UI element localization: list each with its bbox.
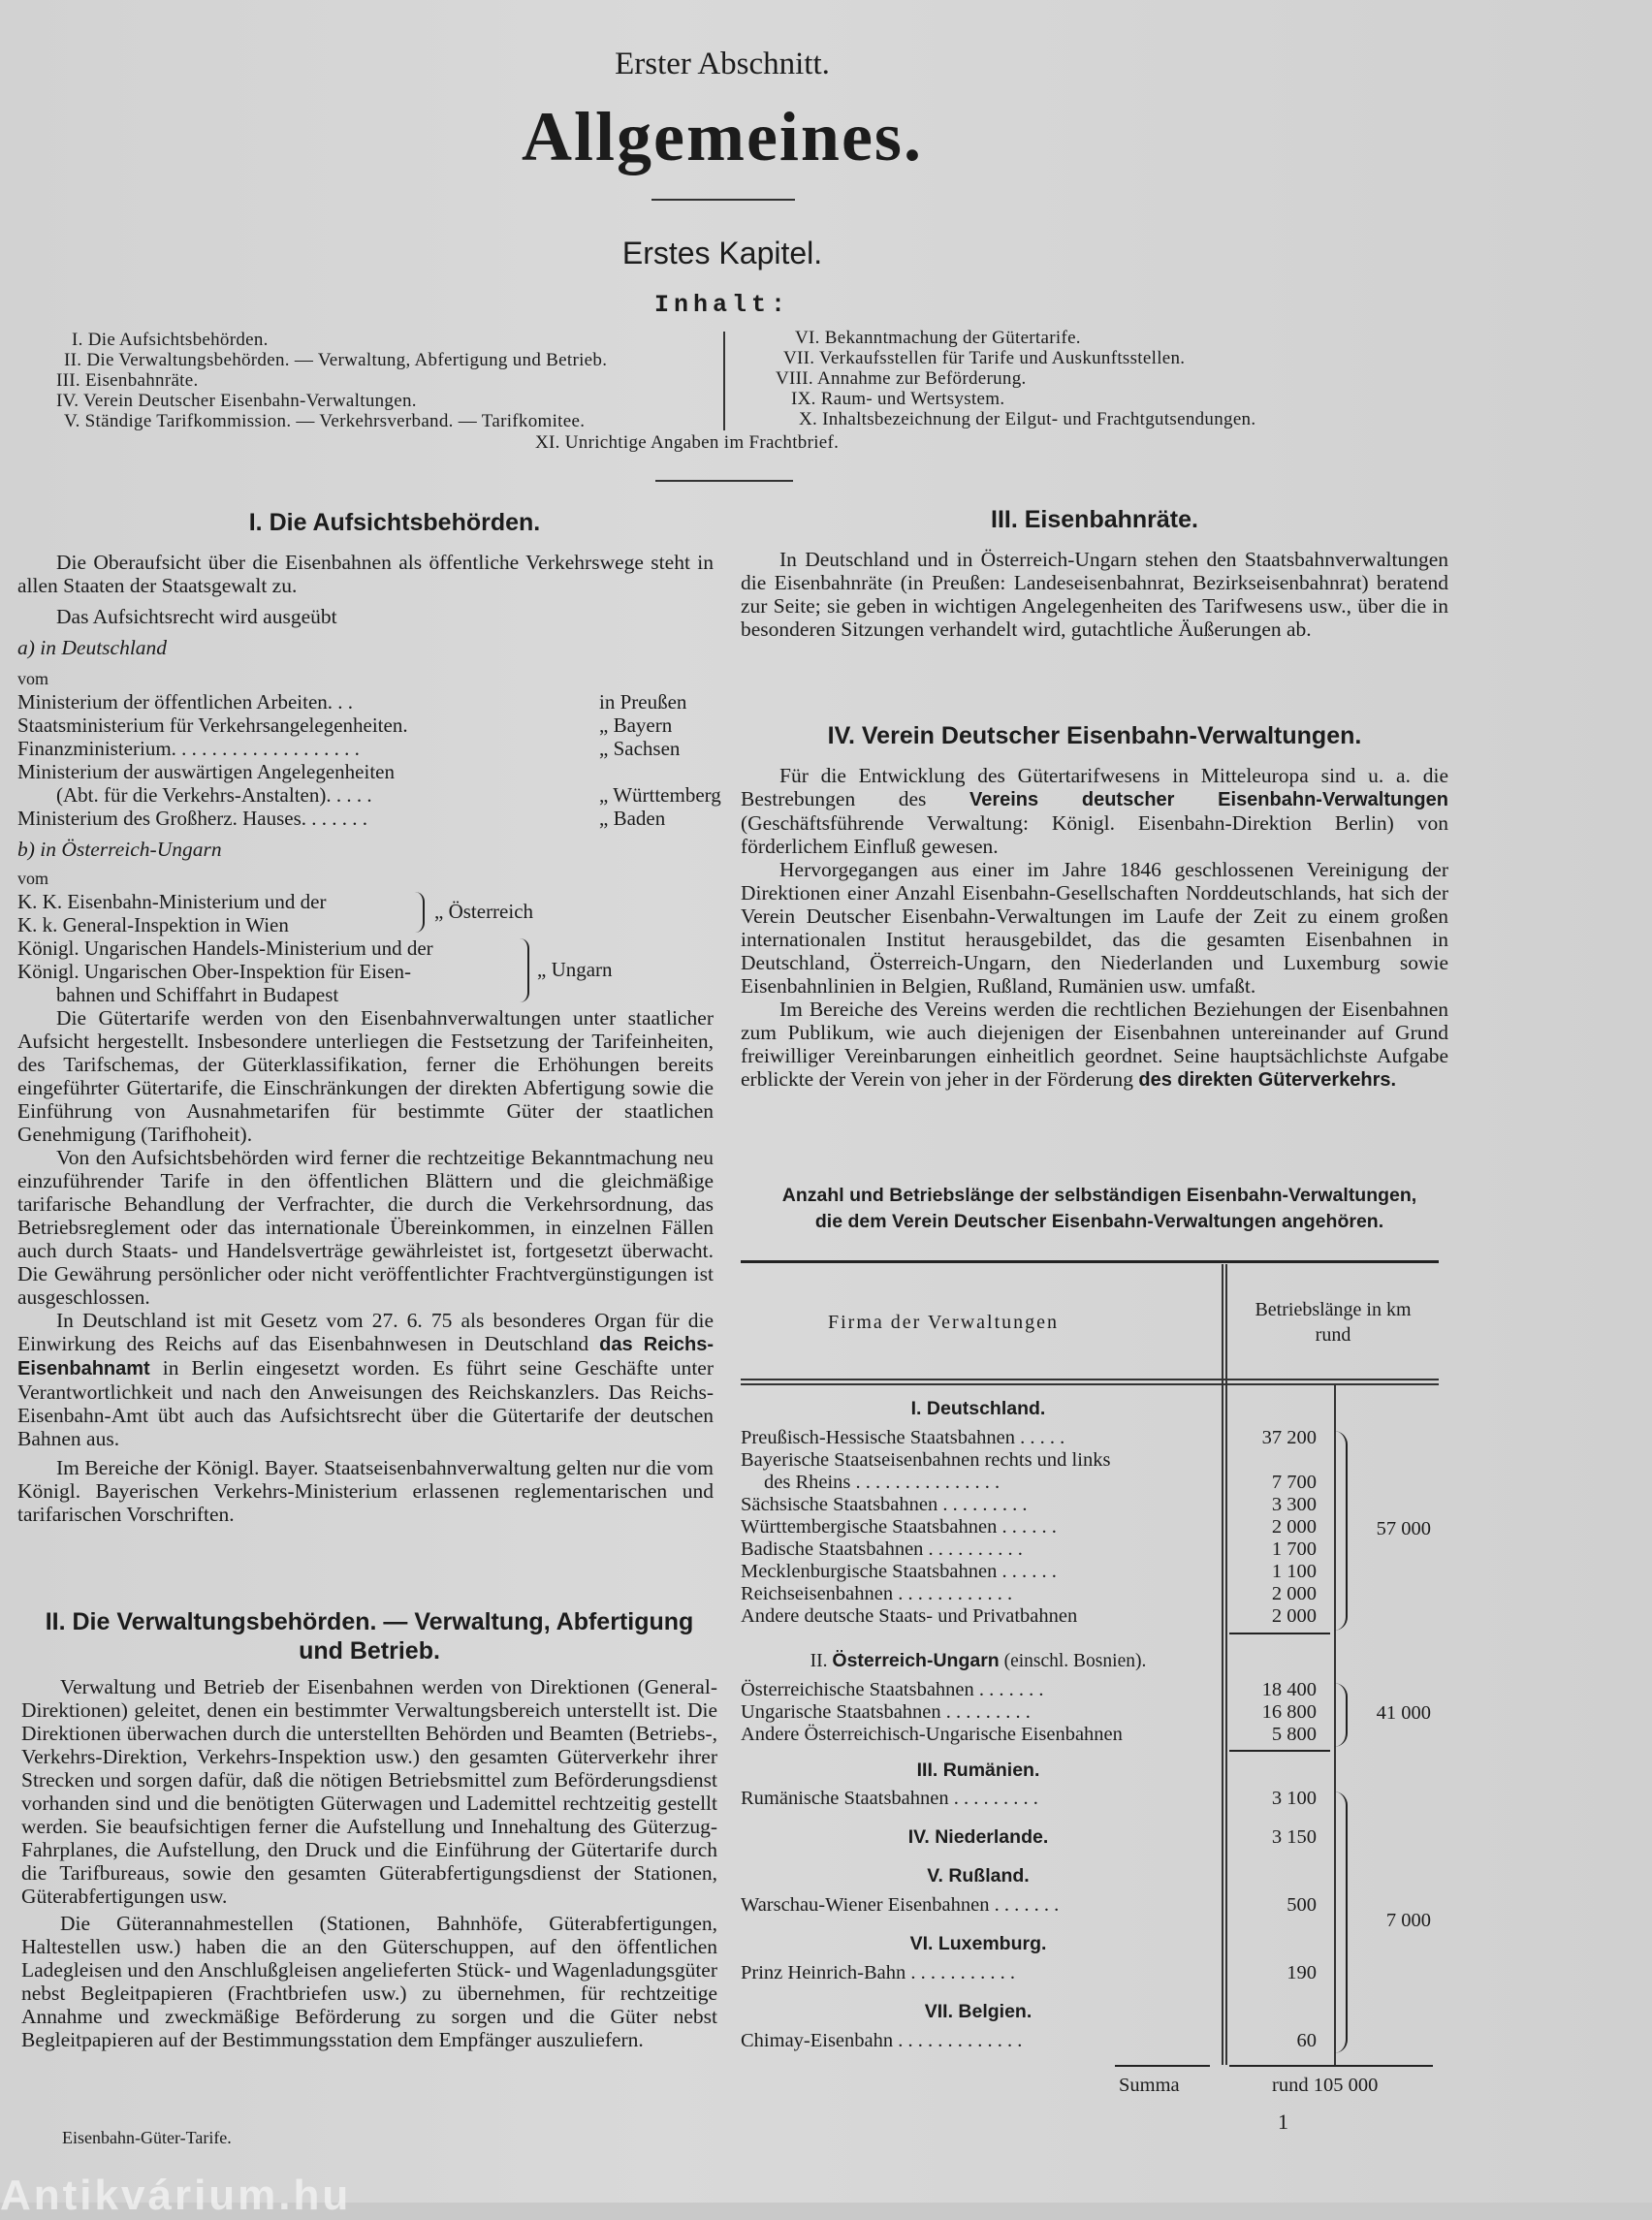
toc-item: II. Die Verwaltungsbehörden. — Verwaltung, Abfertigung und Betrieb. [64, 350, 608, 370]
table-body [741, 1260, 1439, 2094]
leader-dots: . . . . . . . . . . . . . . . . . . . [171, 737, 360, 760]
group-heading: III. Rumänien. [916, 1760, 1040, 1781]
brace [520, 938, 529, 1002]
sum-value: rund 105 000 [1272, 2075, 1379, 2096]
toc-item: I. Die Aufsichtsbehörden. [72, 330, 269, 350]
text-run: In Deutschland ist mit Gesetz vom 27. 6. 75 als besonderes Organ für die Einwirkung des Reichs auf das Eisenbahnwesen in Deutschland [17, 1309, 714, 1355]
toc-divider-bottom [655, 480, 793, 482]
emphasis: des direkten Güterverkehrs. [1138, 1069, 1397, 1091]
group-total: 57 000 [1376, 1518, 1431, 1539]
railway-name: Bayerische Staatseisenbahnen rechts und links [741, 1449, 1111, 1471]
page-title: Allgemeines. [522, 98, 923, 175]
toc-divider [723, 332, 725, 430]
leader-dots [395, 760, 599, 783]
paragraph: Das Aufsichtsrecht wird ausgeübt [56, 605, 337, 628]
railway-name: des Rheins . . . . . . . . . . . . . . . [764, 1472, 1001, 1493]
subtotal-rule [1229, 1750, 1330, 1752]
paragraph [17, 1309, 714, 1450]
paragraph: Die Güterannahmestellen (Stationen, Bahnhöfe, Güterabfertigungen, Haltestellen usw.) haben die an den Güterschuppen, auf den öffentlichen Ladegleisen und den Anschlußgleisen angelieferten Stück- und Wagenladungsgüter nebst Begleitpapieren (Frachtbriefen usw.) zu übernehmen, für rechtzeitige Annahme und zweckmäßige Beförderung zu sorgen und die Güter nebst Begleitpapieren auf der Bestimmungsstation dem Empfänger auszuliefern. [21, 1912, 717, 2051]
authority-state: „ Württemberg [599, 783, 721, 807]
authority-list-hungary [17, 936, 714, 1006]
railway-name: Andere deutsche Staats- und Privatbahnen [741, 1605, 1078, 1627]
railway-name: Württembergische Staatsbahnen . . . . . . [741, 1516, 1057, 1538]
group-heading: I. Deutschland. [910, 1398, 1046, 1419]
authority-name: bahnen und Schiffahrt in Budapest [56, 983, 339, 1006]
contents-label: Inhalt: [653, 291, 791, 319]
group-heading: IV. Niederlande. [907, 1826, 1049, 1848]
authority-name: Staatsministerium für Verkehrsangelegenheiten [17, 714, 403, 737]
section-heading: I. Die Aufsichtsbehörden. [248, 509, 541, 536]
label-vom: vom [17, 869, 49, 888]
group-heading: V. Rußland. [927, 1865, 1030, 1887]
paragraph: Die Oberaufsicht über die Eisenbahnen als öffentliche Verkehrswege steht in allen Staaten der Staatsgewalt zu. [17, 551, 714, 597]
subheading: b) in Österreich-Ungarn [17, 838, 222, 861]
railway-length: 16 800 [1261, 1701, 1317, 1723]
railway-length: 37 200 [1261, 1427, 1317, 1448]
section-heading: II. Die Verwaltungsbehörden. — Verwaltung, Abfertigung [45, 1608, 694, 1635]
railway-length: 18 400 [1261, 1679, 1317, 1700]
authority-state: „ Ungarn [537, 958, 613, 981]
brace [415, 892, 425, 933]
authority-name: K. K. Eisenbahn-Ministerium und der [17, 890, 327, 913]
group-total: 41 000 [1376, 1702, 1431, 1724]
authority-name: Ministerium des Großherz. Hauses [17, 807, 302, 830]
paragraph: Im Bereiche der Königl. Bayer. Staatseisenbahnverwaltung gelten nur die vom Königl. Bayerischen Verkehrs-Ministerium erlassenen reglementarischen und tarifarischen Vorschriften. [17, 1456, 714, 1526]
railway-length: 7 700 [1271, 1472, 1317, 1493]
authority-state: „ Baden [599, 807, 666, 830]
chapter-label: Erstes Kapitel. [621, 236, 823, 270]
railway-name: Prinz Heinrich-Bahn . . . . . . . . . . . [741, 1962, 1015, 1983]
column-header: rund [1315, 1324, 1351, 1346]
authority-name: (Abt. für die Verkehrs-Anstalten) [56, 783, 327, 807]
table-caption: Anzahl und Betriebslänge der selbständigen Eisenbahn-Verwaltungen, [781, 1185, 1417, 1206]
paragraph [741, 764, 1448, 858]
group-heading: VI. Luxemburg. [909, 1933, 1047, 1954]
paragraph: Verwaltung und Betrieb der Eisenbahnen werden von Direktionen (General-Direktionen) geleitet, denen ein bestimmter Verwaltungsbereich unterstellt ist. Die Direktionen überwachen durch die unterstellten Behörden und Beamten (Betriebs-, Verkehrs-Direktion, Verkehrs-Inspektion usw.) den gesamten Güterverkehr ihrer Strecken und sorgen dafür, daß die nötigen Betriebsmittel zum Beförderungsdienst vorhanden sind und die benötigten Güterwagen und Lademittel rechtzeitig gestellt werden. Sie beaufsichtigen ferner die Aufstellung und Innehaltung des Güterzug-Fahrplanes, die Aufstellung, den Druck und die Einführung der Gütertarife durch die Tarifbureaus, sowie den gesamten Güterabfertigungsdienst der Stationen, Güterabfertigungen usw. [21, 1675, 717, 1908]
group-heading [741, 1650, 1216, 1672]
watermark: Antikvárium.hu [0, 2172, 352, 2219]
railway-length: 500 [1287, 1894, 1317, 1916]
table-col-rule [1222, 1264, 1223, 1385]
toc-item: IX. Raum- und Wertsystem. [791, 389, 1005, 409]
toc-item: V. Ständige Tarifkommission. — Verkehrsverband. — Tarifkomitee. [64, 411, 586, 431]
title-divider [651, 199, 795, 201]
leader-dots: . . . . . [326, 783, 372, 807]
railway-name: Sächsische Staatsbahnen . . . . . . . . . [741, 1494, 1028, 1515]
paragraph: Von den Aufsichtsbehörden wird ferner die rechtzeitige Bekanntmachung neu einzuführender Tarife in den öffentlichen Blättern und die gleichmäßige tarifarische Behandlung der Verfrachter, die durch die Verkehrsordnung, das Betriebsreglement oder das internationale Übereinkommen, in einzelnen Fällen auch durch Staats- und Handelsverträge gewährleistet ist, fortgesetzt überwacht. Die Gewährung persönlicher oder nicht veröffentlichter Frachtvergünstigungen ist ausgeschlossen. [17, 1146, 714, 1309]
railway-name: Preußisch-Hessische Staatsbahnen . . . . . [741, 1427, 1065, 1448]
toc-item: VI. Bekanntmachung der Gütertarife. [795, 328, 1081, 348]
railway-name: Rumänische Staatsbahnen . . . . . . . . . [741, 1788, 1038, 1809]
leader-dots: . . . [327, 690, 354, 714]
authority-state: „ Bayern [599, 714, 673, 737]
toc-item: IV. Verein Deutscher Eisenbahn-Verwaltungen. [56, 391, 417, 411]
authority-name: Finanzministerium [17, 737, 172, 760]
paragraph: Hervorgegangen aus einer im Jahre 1846 geschlossenen Vereinigung der Direktionen einer Anzahl Eisenbahn-Gesellschaften Norddeutschlands, hat sich der Verein Deutscher Eisenbahn-Verwaltungen im Laufe der Zeit zu einem großen internationalen Institut herausgebildet, das die gesamten Eisenbahnen in Deutschland, Österreich-Ungarn, den Niederlanden und Luxemburg sowie Eisenbahnlinien in Belgien, Rußland, Rumänien usw. umfaßt. [741, 858, 1448, 998]
railway-name: Reichseisenbahnen . . . . . . . . . . . . [741, 1583, 1013, 1604]
toc-item: XI. Unrichtige Angaben im Frachtbrief. [535, 432, 840, 453]
railway-name: Österreichische Staatsbahnen . . . . . . . [741, 1679, 1044, 1700]
leader-dots: . [402, 714, 408, 737]
authority-state: „ Österreich [434, 900, 534, 923]
authority-name: Königl. Ungarischen Ober-Inspektion für Eisen- [17, 960, 412, 983]
railway-name: Chimay-Eisenbahn . . . . . . . . . . . . . [741, 2030, 1023, 2051]
table-caption: die dem Verein Deutscher Eisenbahn-Verwaltungen angehören. [814, 1211, 1384, 1232]
page-number: 1 [1278, 2109, 1288, 2134]
authority-name: Ministerium der öffentlichen Arbeiten [17, 690, 328, 714]
toc-item: III. Eisenbahnräte. [56, 370, 199, 391]
section-aufsicht [17, 509, 721, 1526]
group-heading-part: Österreich-Ungarn [832, 1650, 1000, 1671]
text-run: in Berlin eingesetzt worden. Es führt seine Geschäfte unter Verantwortlichkeit und nach den Anweisungen des Reichskanzlers. Das Reichs-Eisenbahn-Amt übt auch das Aufsichtsrecht über die Gütertarife der deutschen Bahnen aus. [17, 1356, 714, 1450]
paragraph: Die Gütertarife werden von den Eisenbahnverwaltungen unter staatlicher Aufsicht hergestellt. Insbesondere unterliegen die Festsetzung der Tarifeinheiten, des Tarifschemas, der Güterklassifikation, ferner die Erhöhungen bereits eingeführter Gütertarife, die Einschränkungen der direkten Abfertigung sowie die Einführung von Ausnahmetarifen für bestimmte Güter der staatlichen Genehmigung (Tarifhoheit). [17, 1006, 714, 1146]
column-header: Betriebslänge in km [1255, 1299, 1412, 1320]
section-eisenbahnraete [741, 506, 1448, 641]
column-header: Firma der Verwaltungen [828, 1312, 1060, 1333]
label-vom: vom [17, 669, 49, 688]
table-rule-top [741, 1260, 1439, 1263]
railway-name: Warschau-Wiener Eisenbahnen . . . . . . . [741, 1894, 1060, 1916]
railway-length: 2 000 [1271, 1605, 1317, 1627]
authority-name: Königl. Ungarischen Handels-Ministerium und der [17, 936, 433, 960]
table-header-rule [741, 1379, 1439, 1380]
sum-label: Summa [1119, 2075, 1180, 2096]
authority-state: „ Sachsen [599, 737, 681, 760]
text-run: Für die Entwicklung des Gütertarifwesens in Mitteleuropa sind u. a. die Bestrebungen des [741, 764, 1448, 810]
railway-name: Ungarische Staatsbahnen . . . . . . . . . [741, 1701, 1031, 1723]
railway-name: Mecklenburgische Staatsbahnen . . . . . . [741, 1561, 1057, 1582]
sum-rule [1229, 2065, 1433, 2067]
text-run: Im Bereiche des Vereins werden die rechtlichen Beziehungen der Eisenbahnen zum Publikum, wie auch diejenigen der Eisenbahnen untereinander auf Grund freiwilliger Vereinbarungen einheitlich geordnet. Seine hauptsächlichste Aufgabe erblickte der Verein von jeher in der Förderung [741, 998, 1448, 1091]
paragraph: In Deutschland und in Österreich-Ungarn stehen den Staatsbahnverwaltungen die Eisenbahnräte (in Preußen: Landeseisenbahnrat, Bezirkseisenbahnrat) beratend zur Seite; sie geben in wichtigen Angelegenheiten des Tarifwesens usw., über die in besonderen Sitzungen verhandelt wird, gutachtliche Äußerungen ab. [741, 548, 1448, 641]
toc-item: X. Inhaltsbezeichnung der Eilgut- und Frachtgutsendungen. [799, 409, 1256, 429]
emphasis: Vereins deutscher Eisenbahn-Verwaltungen [969, 789, 1448, 810]
railway-length: 3 150 [1271, 1826, 1317, 1848]
paragraph [741, 998, 1448, 1092]
railway-length: 2 000 [1271, 1516, 1317, 1538]
toc-item: VII. Verkaufsstellen für Tarife und Auskunftsstellen. [783, 348, 1186, 368]
group-heading-part: II. [810, 1651, 833, 1671]
authority-list-austria [17, 890, 714, 936]
sum-rule [1115, 2065, 1210, 2067]
section-heading: III. Eisenbahnräte. [991, 506, 1198, 533]
railway-length: 1 100 [1271, 1561, 1317, 1582]
railway-length: 190 [1287, 1962, 1317, 1983]
footer-note: Eisenbahn-Güter-Tarife. [62, 2128, 232, 2147]
group-heading: VII. Belgien. [924, 2001, 1032, 2022]
railway-length: 5 800 [1271, 1724, 1317, 1745]
subheading: a) in Deutschland [17, 636, 168, 659]
railway-length: 3 300 [1271, 1494, 1317, 1515]
authority-state [599, 760, 714, 783]
railway-length: 60 [1296, 2030, 1317, 2051]
railway-length: 1 700 [1271, 1538, 1317, 1560]
toc-item: VIII. Annahme zur Beförderung. [776, 368, 1027, 389]
authority-list-germany [17, 690, 721, 830]
group-heading-part: (einschl. Bosnien). [999, 1651, 1147, 1671]
railway-length: 2 000 [1271, 1583, 1317, 1604]
section-verwaltung [21, 1607, 717, 2051]
section-heading: und Betrieb. [299, 1637, 440, 1665]
section-heading: IV. Verein Deutscher Eisenbahn-Verwaltungen. [827, 722, 1362, 749]
text-run: (Geschäftsführende Verwaltung: Königl. Eisenbahn-Direktion Berlin) von förderlichem Einfluß gewesen. [741, 811, 1448, 858]
railway-table [741, 1183, 1458, 1235]
railway-length: 3 100 [1271, 1788, 1317, 1809]
authority-name: Ministerium der auswärtigen Angelegenheiten [17, 760, 395, 783]
subtotal-rule [1229, 1633, 1330, 1634]
railway-name: Andere Österreichisch-Ungarische Eisenbahnen [741, 1724, 1123, 1745]
authority-state: in Preußen [599, 690, 687, 714]
leader-dots: . . . . . . . [301, 807, 368, 830]
section-label: Erster Abschnitt. [615, 47, 830, 81]
section-verein [741, 722, 1448, 1092]
railway-name: Badische Staatsbahnen . . . . . . . . . . [741, 1538, 1023, 1560]
emphasis: das Reichs-Eisenbahnamt [17, 1334, 714, 1380]
group-total: 7 000 [1385, 1910, 1431, 1931]
authority-name: K. k. General-Inspektion in Wien [17, 913, 289, 936]
